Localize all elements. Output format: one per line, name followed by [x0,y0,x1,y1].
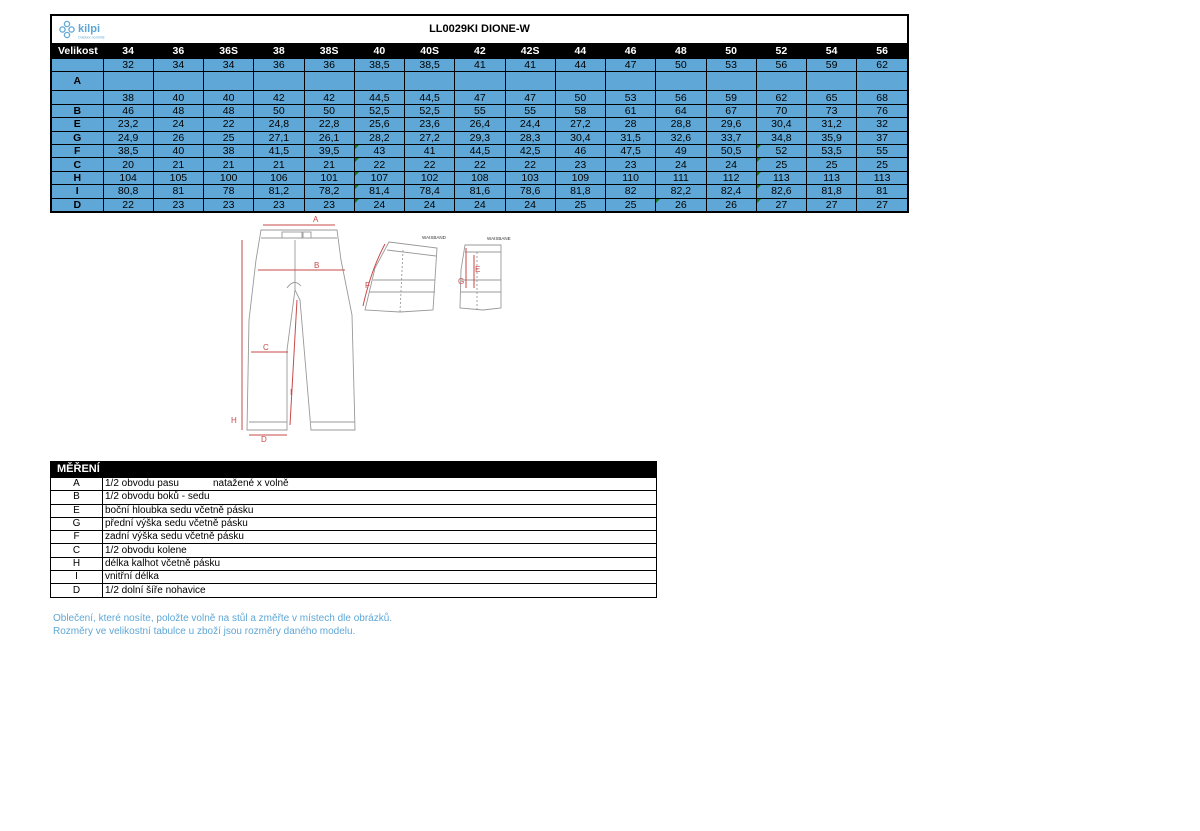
value-cell: 81,2 [254,185,304,198]
size-header-cell: 36 [153,44,203,59]
value-cell: 108 [455,171,505,184]
value-cell: 81,8 [555,185,605,198]
label-h: H [231,416,237,425]
back-seat-detail [365,242,437,312]
value-cell: 40 [153,91,203,104]
value-cell: 26 [656,198,706,211]
value-cell [656,72,706,91]
value-cell: 44 [555,59,605,72]
value-cell: 38 [103,91,153,104]
value-cell: 24 [455,198,505,211]
value-cell: 25 [807,158,857,171]
value-cell: 24 [656,158,706,171]
value-cell: 23 [555,158,605,171]
row-label: B [52,104,103,117]
measurement-labels [231,215,319,444]
value-cell: 23,2 [103,118,153,131]
label-a: A [313,215,319,224]
row-label: G [52,131,103,144]
value-cell: 113 [857,171,907,184]
legend-desc: 1/2 obvodu pasu [105,478,179,490]
legend-code: G [51,517,103,530]
value-cell: 47,5 [606,144,656,157]
value-cell: 76 [857,104,907,117]
product-title: LL0029KI DIONE-W [429,23,530,35]
legend-code: E [51,504,103,517]
value-cell [354,72,404,91]
value-cell: 56 [756,59,806,72]
size-header-cell: 40S [405,44,455,59]
row-label: D [52,198,103,211]
value-cell: 40 [204,91,254,104]
measurement-row [52,198,907,211]
legend-code: D [51,584,103,597]
value-cell: 24 [706,158,756,171]
legend-table [51,477,656,597]
value-cell [706,72,756,91]
size-header-cell: 42S [505,44,555,59]
value-cell: 22 [455,158,505,171]
value-cell: 24 [153,118,203,131]
value-cell: 42 [304,91,354,104]
label-f: F [365,281,370,290]
value-cell: 107 [354,171,404,184]
size-header-cell: 54 [807,44,857,59]
value-cell: 26,1 [304,131,354,144]
value-cell: 53 [606,91,656,104]
value-cell: 23 [153,198,203,211]
label-d: D [261,435,267,444]
value-cell: 50 [555,91,605,104]
notes [53,612,392,638]
value-cell [807,72,857,91]
legend-row [51,544,656,557]
value-cell: 109 [555,171,605,184]
size-header-cell: 36S [204,44,254,59]
legend-desc-cell [103,584,657,597]
value-cell: 47 [455,91,505,104]
value-cell: 82 [606,185,656,198]
value-cell: 53 [706,59,756,72]
measurement-row [52,59,907,72]
size-header-cell: 50 [706,44,756,59]
value-cell: 61 [606,104,656,117]
legend-desc-cell [103,557,657,570]
value-cell: 55 [455,104,505,117]
value-cell: 102 [405,171,455,184]
value-cell: 111 [656,171,706,184]
value-cell: 62 [756,91,806,104]
brand-tagline: Outdoor no limits [78,35,105,40]
legend-row [51,531,656,544]
value-cell: 110 [606,171,656,184]
value-cell: 23,6 [405,118,455,131]
legend-code: F [51,531,103,544]
value-cell: 50 [656,59,706,72]
value-cell: 81,8 [807,185,857,198]
value-cell: 78,6 [505,185,555,198]
measure-f-line [363,244,385,306]
measurement-row [52,91,907,104]
pants-front-outline [247,230,355,430]
value-cell: 82,6 [756,185,806,198]
label-g: G [458,277,465,286]
value-cell: 44,5 [455,144,505,157]
value-cell: 101 [304,171,354,184]
legend-row [51,504,656,517]
value-cell: 41 [455,59,505,72]
value-cell: 24 [354,198,404,211]
value-cell: 31,5 [606,131,656,144]
value-cell [254,72,304,91]
value-cell: 23 [606,158,656,171]
value-cell: 26 [706,198,756,211]
size-table [50,14,909,213]
value-cell: 29,3 [455,131,505,144]
value-cell: 28,3 [505,131,555,144]
legend-desc: 1/2 obvodu boků - sedu [105,491,210,503]
value-cell [857,72,907,91]
value-cell: 24,9 [103,131,153,144]
value-cell: 64 [656,104,706,117]
value-cell: 25,6 [354,118,404,131]
value-cell: 53,5 [807,144,857,157]
value-cell: 26 [153,131,203,144]
size-header-cell: 52 [756,44,806,59]
legend-desc-cell [103,517,657,530]
size-grid [52,44,907,211]
value-cell: 27,2 [555,118,605,131]
value-cell: 22 [405,158,455,171]
value-cell: 41 [405,144,455,157]
value-cell: 42,5 [505,144,555,157]
value-cell: 22 [204,118,254,131]
row-label: A [52,72,103,91]
value-cell: 50,5 [706,144,756,157]
value-cell: 35,9 [807,131,857,144]
value-cell: 81,4 [354,185,404,198]
value-cell: 78,4 [405,185,455,198]
value-cell: 24 [405,198,455,211]
value-cell: 24,8 [254,118,304,131]
value-cell: 21 [304,158,354,171]
value-cell [405,72,455,91]
measurement-row [52,72,907,91]
pants-measurement-diagram [225,210,525,445]
value-cell: 32 [857,118,907,131]
value-cell: 113 [756,171,806,184]
value-cell: 58 [555,104,605,117]
value-cell: 81 [153,185,203,198]
value-cell: 32,6 [656,131,706,144]
value-cell: 23 [204,198,254,211]
size-header-cell: 56 [857,44,907,59]
value-cell: 24,4 [505,118,555,131]
value-cell [304,72,354,91]
value-cell: 38,5 [354,59,404,72]
label-b: B [314,261,320,270]
value-cell: 29,6 [706,118,756,131]
value-cell: 48 [153,104,203,117]
value-cell: 46 [555,144,605,157]
value-cell: 47 [505,91,555,104]
value-cell: 36 [254,59,304,72]
value-cell: 21 [254,158,304,171]
value-cell: 22,8 [304,118,354,131]
value-cell: 113 [807,171,857,184]
value-cell: 21 [204,158,254,171]
value-cell: 49 [656,144,706,157]
value-cell: 26,4 [455,118,505,131]
value-cell: 25 [606,198,656,211]
value-cell: 27,1 [254,131,304,144]
value-cell: 23 [254,198,304,211]
value-cell: 44,5 [405,91,455,104]
measurement-row [52,171,907,184]
value-cell: 55 [857,144,907,157]
label-i: I [290,388,293,397]
row-label: H [52,171,103,184]
size-header-label: Velikost [52,44,103,59]
value-cell: 36 [304,59,354,72]
size-header-cell: 48 [656,44,706,59]
legend-desc: délka kalhot včetně pásku [105,557,221,569]
value-cell: 38 [204,144,254,157]
value-cell: 82,4 [706,185,756,198]
value-cell: 44,5 [354,91,404,104]
size-header-cell: 34 [103,44,153,59]
value-cell: 78 [204,185,254,198]
value-cell [103,72,153,91]
value-cell: 52 [756,144,806,157]
value-cell: 68 [857,91,907,104]
measurement-row [52,158,907,171]
waistband-label-front: WAISBANE [487,236,511,241]
value-cell: 41,5 [254,144,304,157]
value-cell [153,72,203,91]
row-label: C [52,158,103,171]
value-cell: 25 [555,198,605,211]
value-cell: 55 [505,104,555,117]
value-cell: 42 [254,91,304,104]
value-cell: 106 [254,171,304,184]
measurement-row [52,144,907,157]
value-cell: 30,4 [555,131,605,144]
size-header-row [52,44,907,59]
legend-desc-cell [103,531,657,544]
value-cell: 50 [304,104,354,117]
legend-desc: 1/2 obvodu kolene [105,544,187,556]
value-cell: 104 [103,171,153,184]
value-cell: 39,5 [304,144,354,157]
size-header-cell: 44 [555,44,605,59]
size-header-cell: 38S [304,44,354,59]
value-cell: 56 [656,91,706,104]
value-cell: 65 [807,91,857,104]
value-cell: 23 [304,198,354,211]
legend-row [51,571,656,584]
value-cell: 78,2 [304,185,354,198]
value-cell: 38,5 [103,144,153,157]
value-cell: 37 [857,131,907,144]
value-cell: 100 [204,171,254,184]
value-cell: 22 [505,158,555,171]
value-cell [455,72,505,91]
value-cell: 62 [857,59,907,72]
legend-row [51,491,656,504]
value-cell: 73 [807,104,857,117]
note-line: Oblečení, které nosíte, položte volně na stůl a změřte v místech dle obrázků. [53,613,393,624]
value-cell: 25 [756,158,806,171]
value-cell: 31,2 [807,118,857,131]
value-cell: 32 [103,59,153,72]
value-cell: 27,2 [405,131,455,144]
value-cell: 70 [756,104,806,117]
measurement-legend [50,461,657,598]
value-cell: 30,4 [756,118,806,131]
value-cell: 41 [505,59,555,72]
value-cell: 40 [153,144,203,157]
value-cell: 24 [505,198,555,211]
value-cell: 50 [254,104,304,117]
legend-desc-cell [103,491,657,504]
legend-code: H [51,557,103,570]
value-cell [555,72,605,91]
legend-desc-cell [103,571,657,584]
value-cell: 34,8 [756,131,806,144]
legend-desc: vnitřní délka [105,571,159,583]
title-row [52,16,907,44]
value-cell: 27 [807,198,857,211]
value-cell: 112 [706,171,756,184]
legend-desc-cell [103,544,657,557]
value-cell: 81,6 [455,185,505,198]
legend-desc-cell [103,504,657,517]
value-cell: 59 [807,59,857,72]
value-cell: 27 [857,198,907,211]
value-cell: 27 [756,198,806,211]
label-c: C [263,343,269,352]
value-cell [606,72,656,91]
legend-row [51,478,656,491]
value-cell: 34 [204,59,254,72]
legend-extra: natažené x volně [212,478,289,490]
value-cell: 34 [153,59,203,72]
size-header-cell: 42 [455,44,505,59]
row-label [52,91,103,104]
label-e: E [475,265,481,274]
size-header-cell: 38 [254,44,304,59]
value-cell: 22 [103,198,153,211]
measurement-row [52,131,907,144]
measurement-row [52,118,907,131]
measurement-row [52,104,907,117]
legend-desc: přední výška sedu včetně pásku [105,518,248,530]
value-cell: 80,8 [103,185,153,198]
value-cell: 82,2 [656,185,706,198]
value-cell: 22 [354,158,404,171]
legend-desc: boční hloubka sedu včetně pásku [105,504,254,516]
value-cell: 47 [606,59,656,72]
legend-heading: MĚŘENÍ [51,462,656,477]
legend-row [51,557,656,570]
legend-code: B [51,491,103,504]
measurement-lines [242,225,345,435]
value-cell [505,72,555,91]
value-cell: 103 [505,171,555,184]
legend-desc: zadní výška sedu včetně pásku [105,531,244,543]
value-cell: 52,5 [354,104,404,117]
value-cell: 21 [153,158,203,171]
value-cell: 20 [103,158,153,171]
value-cell [204,72,254,91]
note-line: Rozměry ve velikostní tabulce u zboží jsou rozměry daného modelu. [53,626,356,637]
legend-row [51,584,656,597]
value-cell: 67 [706,104,756,117]
legend-desc: 1/2 dolní šíře nohavice [105,584,206,596]
value-cell: 43 [354,144,404,157]
value-cell: 33,7 [706,131,756,144]
row-label: E [52,118,103,131]
measurement-row [52,185,907,198]
row-label [52,59,103,72]
value-cell: 25 [204,131,254,144]
value-cell [756,72,806,91]
legend-desc-cell [103,478,657,491]
value-cell: 52,5 [405,104,455,117]
row-label: I [52,185,103,198]
brand-name: kilpi [78,23,101,35]
value-cell: 38,5 [405,59,455,72]
legend-code: I [51,571,103,584]
waistband-label-back: WAISBAND [422,235,446,240]
value-cell: 28 [606,118,656,131]
legend-code: C [51,544,103,557]
legend-row [51,517,656,530]
value-cell: 59 [706,91,756,104]
value-cell: 28,2 [354,131,404,144]
size-header-cell: 46 [606,44,656,59]
size-header-cell: 40 [354,44,404,59]
value-cell: 25 [857,158,907,171]
value-cell: 105 [153,171,203,184]
value-cell: 46 [103,104,153,117]
value-cell: 81 [857,185,907,198]
legend-code: A [51,478,103,491]
row-label: F [52,144,103,157]
value-cell: 48 [204,104,254,117]
value-cell: 28,8 [656,118,706,131]
